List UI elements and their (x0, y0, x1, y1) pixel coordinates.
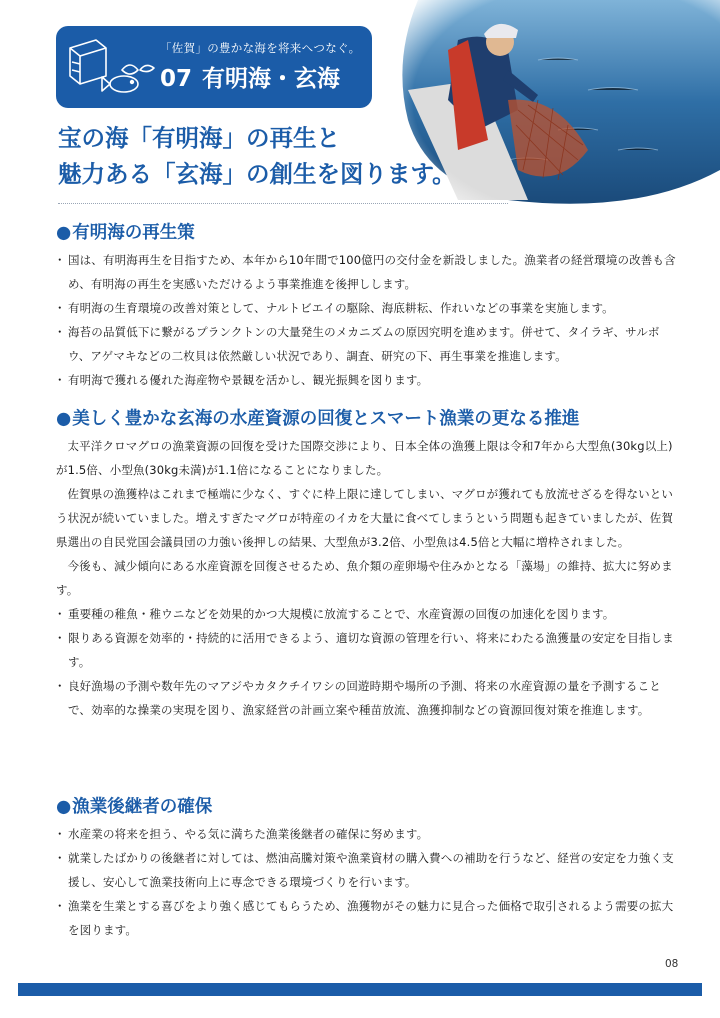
bullet-dot-icon: ● (56, 409, 72, 429)
section-successors (56, 795, 676, 942)
section-genkai (56, 407, 676, 722)
list-item: ・ 海苔の品質低下に繋がるプランクトンの大量発生のメカニズムの原因究明を進めます。併せて、タイラギ、サルボウ、アゲマキなどの二枚貝は依然厳しい状況であり、調査、研究の下、再生事業を推進します。 (56, 320, 676, 368)
section-title: ●有明海の再生策 (56, 223, 195, 243)
headline-line-2: 魅力ある「玄海」の創生を図ります。 (58, 160, 456, 188)
headline-divider (58, 203, 508, 204)
section-title: ●美しく豊かな玄海の水産資源の回復とスマート漁業の更なる推進 (56, 409, 580, 429)
chapter-tagline: 「佐賀」の豊かな海を将来へつなぐ。 (160, 41, 361, 55)
list-item: ・ 就業したばかりの後継者に対しては、燃油高騰対策や漁業資材の購入費への補助を行うなど、経営の安定を力強く支援し、安心して漁業技術向上に専念できる環境づくりを行います。 (56, 846, 676, 894)
list-item: ・ 漁業を生業とする喜びをより強く感じてもらうため、漁獲物がその魅力に見合った価格で取引されるよう需要の拡大を図ります。 (56, 894, 676, 942)
list-item: ・ 有明海の生育環境の改善対策として、ナルトビエイの駆除、海底耕耘、作れいなどの事業を実施します。 (56, 296, 676, 320)
page-headline (58, 120, 498, 192)
page-number: 08 (665, 958, 679, 970)
paragraph: 今後も、減少傾向にある水産資源を回復させるため、魚介類の産卵場や住みかとなる「藻場」の維持、拡大に努めます。 (56, 559, 673, 597)
paragraph: 太平洋クロマグロの漁業資源の回復を受けた国際交渉により、日本全体の漁獲上限は令和7年から大型魚(30kg以上)が1.5倍、小型魚(30kg未満)が1.1倍になることになりました。 (56, 439, 673, 477)
fish-catch-icon (62, 30, 162, 104)
footer-bar (18, 983, 702, 996)
chapter-number: 07 (160, 66, 193, 92)
section-ariake (56, 221, 676, 392)
list-item: ・ 良好漁場の予測や数年先のマアジやカタクチイワシの回遊時期や場所の予測、将来の水産資源の量を予測することで、効率的な操業の実現を図り、漁家経営の計画立案や種苗放流、漁獲抑制などの資源回復対策を推進します。 (56, 674, 676, 722)
list-item: ・ 重要種の稚魚・稚ウニなどを効果的かつ大規模に放流することで、水産資源の回復の加速化を図ります。 (56, 602, 676, 626)
headline-line-1: 宝の海「有明海」の再生と (58, 124, 340, 152)
bullet-dot-icon: ● (56, 797, 72, 817)
paragraph: 佐賀県の漁獲枠はこれまで極端に少なく、すぐに枠上限に達してしまい、マグロが獲れても放流せざるを得ないという状況が続いていました。増えすぎたマグロが特産のイカを大量に食べてしまうという問題も起きていましたが、佐賀県選出の自民党国会議員団の力強い後押しの結果、大型魚が3.2倍、小型魚は4.5倍と大幅に増枠されました。 (56, 487, 674, 549)
bullet-dot-icon: ● (56, 223, 72, 243)
section-title: ●漁業後継者の確保 (56, 797, 213, 817)
list-item: ・ 水産業の将来を担う、やる気に満ちた漁業後継者の確保に努めます。 (56, 822, 676, 846)
list-item: ・ 限りある資源を効率的・持続的に活用できるよう、適切な資源の管理を行い、将来にわたる漁獲量の安定を目指します。 (56, 626, 676, 674)
list-item: ・ 国は、有明海再生を目指すため、本年から10年間で100億円の交付金を新設しました。漁業者の経営環境の改善も含め、有明海の再生を実感いただけるよう事業推進を後押しします。 (56, 248, 676, 296)
list-item: ・ 有明海で獲れる優れた海産物や景観を活かし、観光振興を図ります。 (56, 368, 676, 392)
chapter-title-text: 有明海・玄海 (202, 66, 341, 92)
chapter-title (160, 60, 340, 93)
